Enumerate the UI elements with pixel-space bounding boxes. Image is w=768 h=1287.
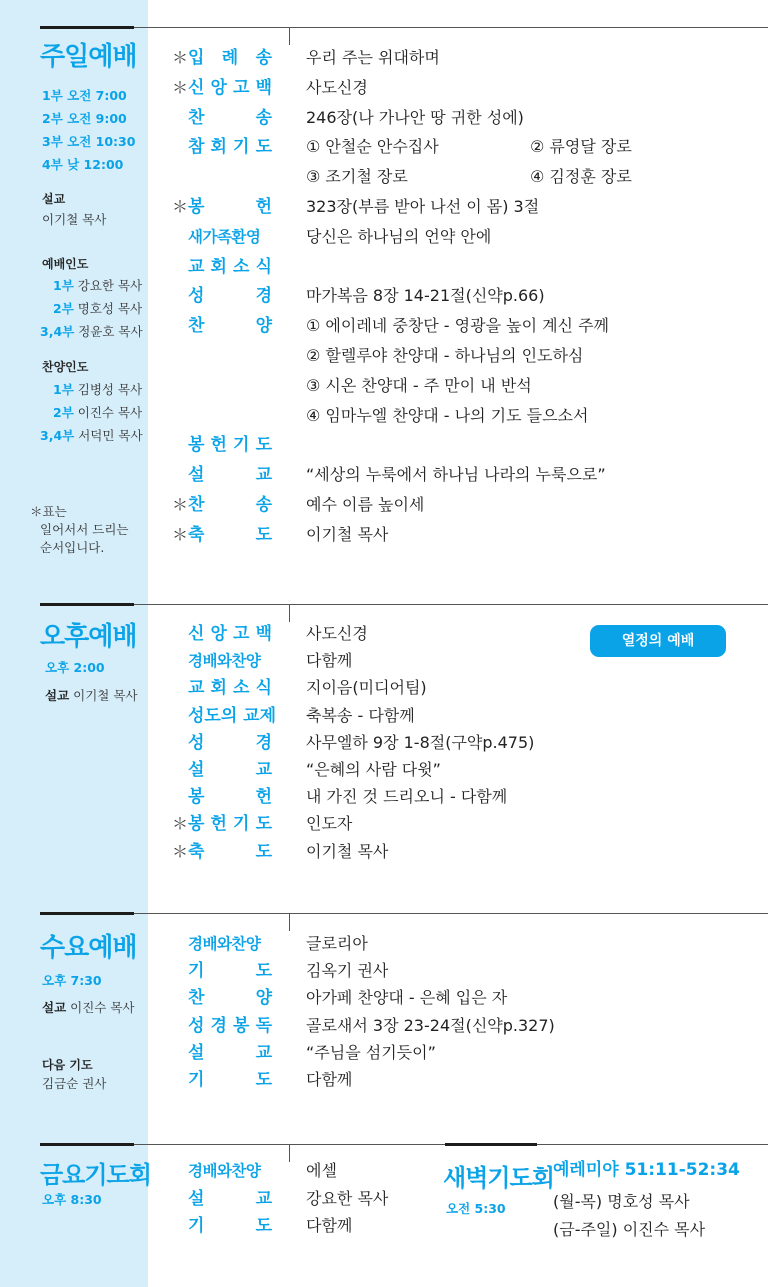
- dawn-line-2: (금-주일) 이진수 목사: [553, 1220, 706, 1239]
- order-label: 설 교: [188, 1042, 272, 1063]
- order-value: 예수 이름 높이세: [306, 495, 425, 514]
- section-rule-dawn: [445, 1143, 537, 1146]
- sunday-praise-3: 3,4부 서덕민 목사: [40, 428, 143, 443]
- order-label: 봉 헌: [188, 197, 272, 217]
- standing-note-1: ＊표는: [30, 504, 67, 519]
- order-label: 신 앙 고 백: [188, 624, 272, 644]
- wednesday-time: 오후 7:30: [42, 973, 102, 988]
- order-label: 찬 송: [188, 495, 272, 515]
- order-value: 강요한 목사: [306, 1188, 389, 1208]
- order-label: 설 교: [188, 760, 272, 780]
- order-value: ① 에이레네 중창단 - 영광을 높이 계신 주께: [306, 316, 610, 336]
- order-label: 새가족환영: [188, 227, 261, 246]
- order-label: 성도의 교제: [188, 705, 277, 726]
- section-rule-line: [134, 27, 768, 28]
- order-label: 찬 양: [188, 988, 272, 1009]
- order-value: ② 할렐루야 찬양대 - 하나님의 인도하심: [306, 346, 584, 365]
- dawn-time: 오전 5:30: [446, 1201, 506, 1216]
- order-value: 다함께: [306, 1216, 353, 1235]
- order-label: 기 도: [188, 1070, 272, 1090]
- standing-mark: ＊: [172, 814, 189, 834]
- section-rule-line: [134, 913, 768, 914]
- order-label: 참 회 기 도: [188, 137, 272, 158]
- order-label: 성 경: [188, 732, 272, 753]
- order-label: 경배와찬양: [188, 1162, 261, 1180]
- order-value: 골로새서 3장 23-24절(신약p.327): [306, 1015, 555, 1035]
- standing-note-2: 일어서서 드리는: [40, 522, 129, 537]
- order-value: 내 가진 것 드리오니 - 다함께: [306, 787, 508, 807]
- wednesday-title: 수요예배: [40, 933, 137, 963]
- order-label: 봉 헌 기 도: [188, 814, 272, 835]
- section-rule-line: [537, 1144, 768, 1145]
- order-label: 기 도: [188, 1216, 272, 1236]
- order-value: 사무엘하 9장 1-8절(구약p.475): [306, 732, 535, 752]
- order-value: ③ 조기철 장로: [306, 167, 408, 187]
- order-label: 교 회 소 식: [188, 256, 272, 277]
- order-value: 이기철 목사: [306, 841, 389, 861]
- sunday-title: 주일예배: [40, 42, 137, 72]
- standing-mark: ＊: [172, 841, 189, 861]
- section-rule-sunday: [40, 26, 134, 29]
- order-value: 사도신경: [306, 77, 368, 97]
- section-rule-wednesday: [40, 912, 134, 915]
- order-value: “세상의 누룩에서 하나님 나라의 누룩으로”: [306, 465, 606, 485]
- sunday-leader-label: 예배인도: [42, 257, 89, 271]
- sunday-leader-2: 2부 명호성 목사: [53, 301, 143, 316]
- afternoon-time: 오후 2:00: [45, 660, 105, 675]
- order-label: 입 례 송: [188, 48, 272, 68]
- order-value: 마가복음 8장 14-21절(신약p.66): [306, 286, 545, 306]
- friday-time: 오후 8:30: [42, 1192, 102, 1207]
- sunday-leader-1: 1부 강요한 목사: [53, 278, 143, 293]
- order-value: “은혜의 사람 다윗”: [306, 760, 441, 779]
- sunday-sermon-name: 이기철 목사: [42, 212, 107, 227]
- sunday-leader-3: 3,4부 정윤호 목사: [40, 324, 143, 339]
- afternoon-title: 오후예배: [40, 622, 137, 652]
- order-value-secondary: ④ 김정훈 장로: [530, 167, 632, 187]
- standing-mark: ＊: [172, 495, 189, 514]
- wednesday-sermon: 설교 이진수 목사: [42, 1000, 135, 1015]
- order-label: 봉 헌 기 도: [188, 435, 272, 456]
- order-label: 경배와찬양: [188, 652, 261, 671]
- section-tick: [289, 913, 290, 931]
- order-label: 찬 송: [188, 107, 272, 128]
- dawn-scripture: 예레미야 51:11-52:34: [553, 1160, 740, 1180]
- order-value: 다함께: [306, 651, 353, 671]
- standing-mark: ＊: [172, 197, 189, 216]
- dawn-title: 새벽기도회: [443, 1164, 554, 1192]
- friday-title: 금요기도회: [40, 1161, 151, 1189]
- passion-worship-badge: 열정의 예배: [590, 625, 726, 657]
- next-prayer-name: 김금순 권사: [42, 1076, 107, 1091]
- standing-note-3: 순서입니다.: [40, 540, 105, 555]
- order-label: 기 도: [188, 961, 272, 982]
- standing-mark: ＊: [172, 524, 189, 544]
- order-value: 김옥기 권사: [306, 961, 389, 981]
- order-label: 교 회 소 식: [188, 678, 272, 699]
- order-value: 사도신경: [306, 624, 368, 643]
- order-value: 지이음(미디어팀): [306, 678, 427, 698]
- order-label: 축 도: [188, 841, 272, 862]
- order-label: 성 경: [188, 286, 272, 307]
- order-value: 글로리아: [306, 934, 368, 953]
- sunday-praise-2: 2부 이진수 목사: [53, 405, 143, 420]
- order-value-secondary: ② 류영달 장로: [530, 137, 632, 157]
- order-label: 경배와찬양: [188, 935, 261, 953]
- order-value: 축복송 - 다함께: [306, 705, 415, 725]
- sunday-time-2: 2부 오전 9:00: [42, 111, 127, 126]
- order-value: ① 안철순 안수집사: [306, 137, 439, 157]
- order-label: 설 교: [188, 1188, 272, 1209]
- section-rule-line: [134, 604, 768, 605]
- order-value: ③ 시온 찬양대 - 주 만이 내 반석: [306, 375, 532, 395]
- section-rule-friday: [40, 1143, 134, 1146]
- order-value: 246장(나 가나안 땅 귀한 성에): [306, 107, 524, 127]
- order-value: 당신은 하나님의 언약 안에: [306, 226, 492, 246]
- section-rule-afternoon: [40, 603, 134, 606]
- next-prayer-label: 다음 기도: [42, 1058, 93, 1072]
- order-label: 설 교: [188, 465, 272, 486]
- order-value: 에셀: [306, 1161, 337, 1180]
- order-label: 축 도: [188, 524, 272, 545]
- order-value: 이기철 목사: [306, 524, 389, 544]
- standing-mark: ＊: [172, 77, 189, 97]
- order-value: “주님을 섬기듯이”: [306, 1042, 436, 1062]
- order-value: 우리 주는 위대하며: [306, 48, 440, 67]
- order-label: 봉 헌: [188, 787, 272, 808]
- sunday-praise-label: 찬양인도: [42, 360, 89, 374]
- sunday-time-1: 1부 오전 7:00: [42, 88, 127, 103]
- section-tick: [289, 604, 290, 622]
- section-tick: [289, 1144, 290, 1162]
- dawn-line-1: (월-목) 명호성 목사: [553, 1192, 690, 1211]
- sunday-sermon-label: 설교: [42, 192, 66, 206]
- section-tick: [289, 27, 290, 45]
- sunday-time-4: 4부 낮 12:00: [42, 157, 124, 172]
- order-label: 신 앙 고 백: [188, 77, 272, 98]
- order-value: ④ 임마누엘 찬양대 - 나의 기도 들으소서: [306, 405, 589, 425]
- afternoon-sermon: 설교 이기철 목사: [45, 688, 138, 703]
- sunday-praise-1: 1부 김병성 목사: [53, 382, 143, 397]
- order-value: 아가페 찬양대 - 은혜 입은 자: [306, 988, 508, 1008]
- order-value: 인도자: [306, 814, 353, 834]
- order-label: 성 경 봉 독: [188, 1015, 272, 1036]
- sunday-time-3: 3부 오전 10:30: [42, 134, 136, 149]
- order-label: 찬 양: [188, 316, 272, 337]
- standing-mark: ＊: [172, 48, 189, 67]
- order-value: 다함께: [306, 1070, 353, 1089]
- order-value: 323장(부름 받아 나선 이 몸) 3절: [306, 197, 540, 216]
